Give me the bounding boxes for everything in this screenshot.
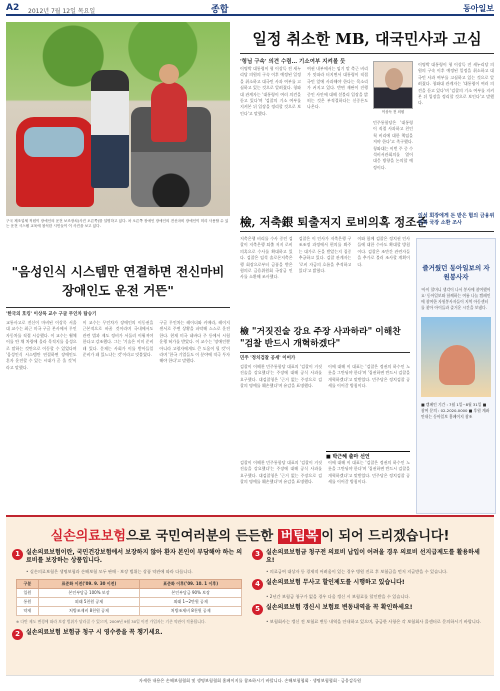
third-article-body [240, 364, 410, 448]
ad-title-pre: 실손의료보험 [50, 529, 126, 544]
body-column: 이와 함께 검찰은 정치권 인사들에 대한 수사도 확대할 방침이다. 검찰은 조만간 관련자들을 추가로 불러 조사할 계획이다. [357, 236, 411, 267]
ad-point-text: 실손의료보험 보험금 청구 시 영수증을 꼭 챙기세요. [26, 628, 163, 636]
portrait-name: 이상득 전 의원 [381, 110, 405, 114]
ad-point-number: 2 [12, 629, 23, 640]
interview-body [6, 320, 230, 512]
ad-point-number: 1 [12, 549, 23, 560]
body-column: 교통사고로 전신이 마비된 이상묵 서울대 교수는 최근 미국 구글 본사에서 무인 자동차를 직접 시승했다. 이 교수는 휠체어를 탄 채 차량에 올라 목적지를 음성으로 말하는 것만으로 이동할 수 있었다며 '음성인식 시스템만 연결하면 장애인도 혼자 운전할 수 있는 시대가 곧 올 것'이라고 말했다. [6, 320, 77, 370]
main-body-left [240, 66, 368, 208]
table-row [17, 589, 242, 598]
newspaper-logo: 동아일보 [463, 4, 494, 13]
brief-body [240, 460, 410, 510]
second-article-body [240, 236, 410, 320]
third-headline: 檢 "거짓진술 강요 주장 사과하라" 이해찬 "검찰 반드시 개혁하겠다" [240, 327, 401, 349]
ad-footer: 자세한 내용은 손해보험협회 및 생명보험협회 홈페이지를 참조하시기 바랍니다. 손해보험협회 · 생명보험협회 · 금융감독원 [6, 675, 494, 691]
ad-point-number: 3 [252, 549, 263, 560]
ad-point-text: 실손의료보험 무사고 할인제도를 시행하고 있습니다! [266, 579, 405, 586]
table-header-row [17, 580, 242, 589]
ad-point-number: 4 [252, 579, 263, 590]
ad-point [252, 549, 488, 565]
section-name: 종합 [211, 5, 229, 15]
ad-title-highlight: 버팀목 [278, 529, 322, 544]
ad-point [252, 604, 488, 615]
brief-box-title: ■ 박근혜 출마 선언 [326, 451, 410, 460]
second-headline-deck: 임석 회장에게 돈 받은 혐의 금융위원회 국장 소환 조사 [418, 213, 495, 226]
table-cell: 입원 [17, 589, 39, 598]
ad-title-post: 이 되어 드리겠습니다! [321, 529, 450, 544]
portrait-photo [373, 61, 413, 109]
news-photo [6, 22, 230, 216]
interview-byline: '한국의 호킹' 이상묵 교수 구글 무인차 탑승기 [6, 312, 97, 317]
sidebar-text: '아이 할머니 생각이 나서 봉사에 참여했어요' 동아일보와 함께하는 여름 나눔 캠페인에 참여한 자원봉사자들이 지역 아동센터를 찾아 아이들과 즐거운 시간을 보냈다. [421, 287, 491, 310]
issue-date: 2012년 7월 12일 목요일 [28, 8, 96, 15]
table-header: 구분 [17, 580, 39, 589]
table-cell: 통원 [17, 598, 39, 607]
divider [240, 352, 410, 353]
main-body-right [418, 62, 494, 208]
divider [6, 307, 230, 308]
body-column: 검찰이 이해찬 민주통합당 대표의 '검찰이 거짓 진술을 강요했다'는 주장에 대해 공식 사과를 요구했다. 대검찰청은 '근거 없는 주장으로 검찰의 명예를 훼손했다'며 유감을 표명했다. [240, 460, 322, 485]
table-row [17, 607, 242, 616]
body-column: 민주통합당은 '대통령이 직접 사과하고 친인척 비리에 대한 책임을 져야 한다'고 촉구했다. 청와대는 이번 주 중 수석비서관회의를 열어 대응 방향을 논의할 예정이다. [373, 120, 413, 170]
main-headline: 일정 취소한 MB, 대국민사과 고심 [252, 30, 482, 48]
page-header [6, 2, 494, 16]
third-subheadline: 민주 '정치검찰 공세' 이어가 [240, 356, 296, 361]
body-column: 저축은행 비리를 수사 중인 검찰이 저축은행 퇴출 저지 로비 의혹으로 수사를 확대하고 있다. 검찰은 임석 솔로몬저축은행 회장으로부터 금품을 받은 혐의로 금융위원회 국장급 인사를 소환해 조사했다. [240, 236, 293, 280]
insurance-ad [6, 515, 494, 691]
ad-point [12, 549, 246, 565]
body-column: 이명박 대통령이 형 이상득 전 새누리당 의원의 구속 이후 예정된 일정을 취소하고 대국민 사과 여부를 고심하고 있는 것으로 알려졌다. 청와대 관계자는 '대통령이 여러 의견을 듣고 있다'며 '검찰의 기소 여부를 지켜본 뒤 입장을 정리할 것으로 보인다'고 말했다. [240, 66, 301, 116]
ad-point-number: 5 [252, 604, 263, 615]
ad-point-subtext: • 2년간 보험금 청구가 없을 경우 다음 갱신 시 보험료를 할인받을 수 있습니다. [266, 594, 410, 599]
ad-point-text: 실손의료보험금 청구전 의료비 납입이 어려울 경우 의료비 선지급제도를 활용하세요! [266, 549, 480, 564]
ad-right-panel [252, 549, 488, 629]
photo-person-in-chair [151, 82, 187, 142]
table-cell: 외래 5천원 공제 [38, 598, 140, 607]
ad-title [6, 525, 494, 544]
ad-point [252, 579, 488, 590]
ad-point-subtext: • 실손의료보험은 생명보험과 손해보험 모두 판매 · 보장 범위는 상품 약관에 따라 다릅니다. [26, 569, 193, 574]
table-header: 표준화 이전(’09. 9. 30 이전) [38, 580, 140, 589]
divider [240, 231, 494, 232]
table-cell: 본인부담금 90% 보장 [140, 589, 242, 598]
photo-car [16, 117, 94, 207]
campaign-sidebar [416, 238, 496, 514]
ad-table-note: ※ 다만 제도 변경에 따라 보장 범위가 달라질 수 있으며, 2009년 9월 30일 이전 가입자는 기존 약관이 적용됩니다. [16, 619, 206, 624]
table-cell: 약제 [17, 607, 39, 616]
body-column: 검찰은 이 인사가 저축은행 구조조정 과정에서 편의를 봐주는 대가로 돈을 받았는지 집중 추궁하고 있다. 검찰 관계자는 '로비 자금의 흐름을 추적하고 있다'고 밝혔다. [298, 236, 352, 274]
table-header: 표준화 이후(’09. 10. 1 이후) [140, 580, 242, 589]
ad-point [12, 629, 246, 640]
second-headline: 檢, 저축銀 퇴출저지 로비의혹 정조준 [240, 215, 428, 229]
main-subheadline: '형님 구속' 의견 수렴… 기소여부 지켜볼 듯 [240, 59, 346, 65]
divider [240, 53, 494, 54]
page-number: A2 [6, 3, 20, 13]
ad-table [16, 579, 242, 616]
ad-point-subtext: • 보험회사는 갱신 전 보험료 변동 내역을 안내하고 있으며, 궁금한 사항은 각 보험회사 콜센터로 문의하시기 바랍니다. [266, 619, 482, 624]
body-column: 검찰이 이해찬 민주통합당 대표의 '검찰이 거짓 진술을 강요했다'는 주장에 대해 공식 사과를 요구했다. 대검찰청은 '근거 없는 주장으로 검찰의 명예를 훼손했다'며 유감을 표명했다. [240, 364, 322, 389]
ad-left-panel [12, 549, 246, 644]
body-column: 이에 대해 이 대표는 '검찰은 정권의 하수인 노릇을 그만둬야 한다'며 '집권하면 반드시 검찰을 개혁하겠다'고 맞받았다. 민주당은 정치검찰 공세를 이어갈 방침이다. [328, 460, 410, 485]
body-column: 여권 내부에서는 임기 말 측근 비리가 잇따라 터지면서 대통령이 직접 국민 앞에 사과해야 한다는 목소리가 커지고 있다. 반면 재판이 진행 중인 사안에 대해 섣불리 입장을 밝히는 것은 부적절하다는 신중론도 나온다. [307, 66, 368, 110]
table-cell: 처방조제비 8천원 공제 [38, 607, 140, 616]
photo-man [91, 70, 129, 188]
body-column: 이에 대해 이 대표는 '검찰은 정권의 하수인 노릇을 그만둬야 한다'며 '집권하면 반드시 검찰을 개혁하겠다'고 맞받았다. 민주당은 정치검찰 공세를 이어갈 방침이다. [328, 364, 410, 389]
body-column: 이명박 대통령이 형 이상득 전 새누리당 의원의 구속 이후 예정된 일정을 취소하고 대국민 사과 여부를 고심하고 있는 것으로 알려졌다. 청와대 관계자는 '대통령이 여러 의견을 듣고 있다'며 '검찰의 기소 여부를 지켜본 뒤 입장을 정리할 것으로 보인다'고 말했다. [418, 62, 494, 106]
sidebar-info: ■ 캠페인 기간 : 7월 1일~8월 31일 ■ 참여 문의 : 02-2020-0000 ■ 후원 계좌 안내는 동아일보 홈페이지 참조 [421, 402, 490, 419]
ad-point-text: 실손의료보험 갱신시 보험료 변동내역을 꼭 확인하세요! [266, 604, 413, 611]
ad-point-text: 실손의료보험이란, 국민건강보험에서 보장하지 않아 환자 본인이 부담해야 하는 의료비를 보장하는 상품입니다. [26, 549, 243, 564]
sidebar-title: 즐거웠던 동아일보의 자원봉사자 [422, 264, 490, 281]
photo-caption: 구국 제조업체 직원이 장애인의 운전 보조장치(사진 오른쪽)를 설명하고 있다. 차 오른쪽 장애인 장애인의 전신마비 장애인이 미리 사용할 수 있는 운전 시스템 교육에 참석한 시민들이 이 사진을 보고 있다. [6, 219, 229, 228]
table-row [17, 598, 242, 607]
interview-headline: "음성인식 시스템만 연결하면 전신마비 장애인도 운전 거뜬" [11, 264, 225, 298]
table-cell: 본인부담금 100% 보장 [38, 589, 140, 598]
sidebar-photo [421, 317, 491, 397]
ad-point-subtext: • 의료급여 대상자 등 경제적 어려움이 있는 경우 병원 진료 후 보험금을 먼저 지급받을 수 있습니다. [266, 569, 448, 574]
table-cell: 외래 1~2만원 공제 [140, 598, 242, 607]
body-column: 구글 무인차는 레이더와 카메라, 레이저 센서로 주변 상황을 파악해 스스로 운전한다. 현재 미국 네바다 주 등에서 시험 운행 허가를 받았다. 이 교수는 '장애인뿐 아니라 고령자에게도 큰 도움이 될 것'이라며 '한국 기업들도 이 분야에 적극 투자해야 한다'고 말했다. [159, 320, 231, 364]
table-cell: 처방조제비 8천원 공제 [140, 607, 242, 616]
ad-title-mid: 으로 국민여러분의 든든한 [125, 529, 278, 544]
main-body-mid [373, 120, 413, 208]
body-column: 이 교수는 무인차가 장애인의 이동권을 근본적으로 바꿀 것이라며 국내에서도 관련 법과 제도 정비가 서둘러 이뤄져야 한다고 강조했다. 그는 '기술은 이미 준비돼 있다. 문제는 사회가 이를 받아들일 준비가 돼 있느냐는 것'이라고 덧붙였다. [82, 320, 154, 358]
